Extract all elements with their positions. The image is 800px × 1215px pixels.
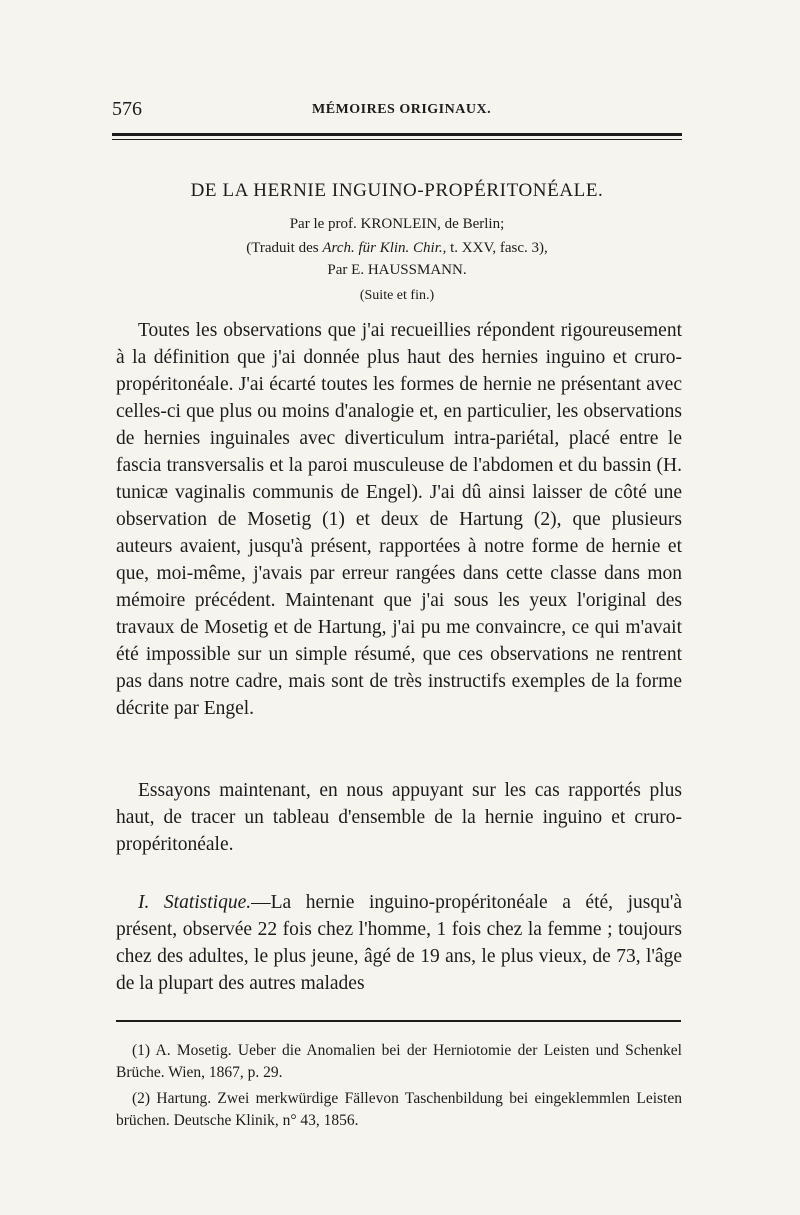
- footnote-1: (1) A. Mosetig. Ueber die Anomalien bei der Herniotomie der Leisten und Schenkel Brüche. Wien, 1867, p. 29.: [116, 1042, 682, 1081]
- page-number: 576: [112, 98, 142, 120]
- body-paragraph-3: [116, 889, 682, 997]
- translation-suffix: , t. XXV, fasc. 3),: [442, 240, 548, 256]
- translator-line: Par E. HAUSSMANN.: [327, 262, 467, 278]
- translation-prefix: (Traduit des: [246, 240, 323, 256]
- continuation-note: (Suite et fin.): [359, 288, 435, 303]
- paragraph-1-text: Toutes les observations que j'ai recueillies répondent rigoureusement à la définition que j'ai donnée plus haut des hernies inguino et cruro-propéritonéale. J'ai écarté toutes les formes de hernie ne présentant avec celles-ci que plus ou moins d'analogie et, en particulier, les observations de hernies inguinales avec diverticulum intra-pariétal, placé entre le fascia transversalis et la paroi musculeuse de l'abdomen et du bassin (H. tunicæ vaginalis communis de Engel). J'ai dû ainsi laisser de côté une observation de Mosetig (1) et deux de Hartung (2), que plusieurs auteurs avaient, jusqu'à présent, rapportées à notre forme de hernie et que, moi-même, j'avais par erreur rangées dans cette classe dans mon mémoire précédent. Maintenant que j'ai sous les yeux l'original des travaux de Mosetig et de Hartung, j'ai pu me convaincre, ce qui m'avait été impossible sur un simple résumé, que ces observations ne rentrent pas dans notre cadre, mais sont de très instructifs exemples de la forme décrite par Engel.: [116, 320, 682, 719]
- header-rule-thick: [112, 133, 682, 136]
- header-rule-thin: [112, 139, 682, 140]
- running-head: [112, 98, 682, 122]
- footnote-rule: [116, 1020, 681, 1022]
- article-title: DE LA HERNIE INGUINO-PROPÉRITONÉALE.: [190, 180, 604, 201]
- paragraph-3-text: —La hernie inguino-propéritonéale a été, jusqu'à présent, observée 22 fois chez l'homme, 1 fois chez la femme ; toujours chez des adultes, le plus jeune, âgé de 19 ans, le plus vieux, de 73, l'âge de la plupart des autres malades: [116, 892, 682, 994]
- body-paragraph-1: [116, 317, 682, 722]
- footnote-2: (2) Hartung. Zwei merkwürdige Fällevon Taschenbildung bei eingeklemmlen Leisten brüchen. Deutsche Klinik, n° 43, 1856.: [116, 1090, 682, 1129]
- translation-source-line: [112, 240, 682, 257]
- paragraph-3-wrapper: [116, 889, 682, 997]
- paragraph-2-text: Essayons maintenant, en nous appuyant sur les cas rapportés plus haut, de tracer un tableau d'ensemble de la hernie inguino et cruro-propéritonéale.: [116, 780, 682, 855]
- running-title: MÉMOIRES ORIGINAUX.: [312, 102, 492, 117]
- body-paragraph-2: [116, 777, 682, 858]
- section-heading-statistique: I. Statistique.: [138, 892, 252, 913]
- journal-name: Arch. für Klin. Chir.: [322, 240, 443, 256]
- author-line: Par le prof. KRONLEIN, de Berlin;: [289, 216, 505, 232]
